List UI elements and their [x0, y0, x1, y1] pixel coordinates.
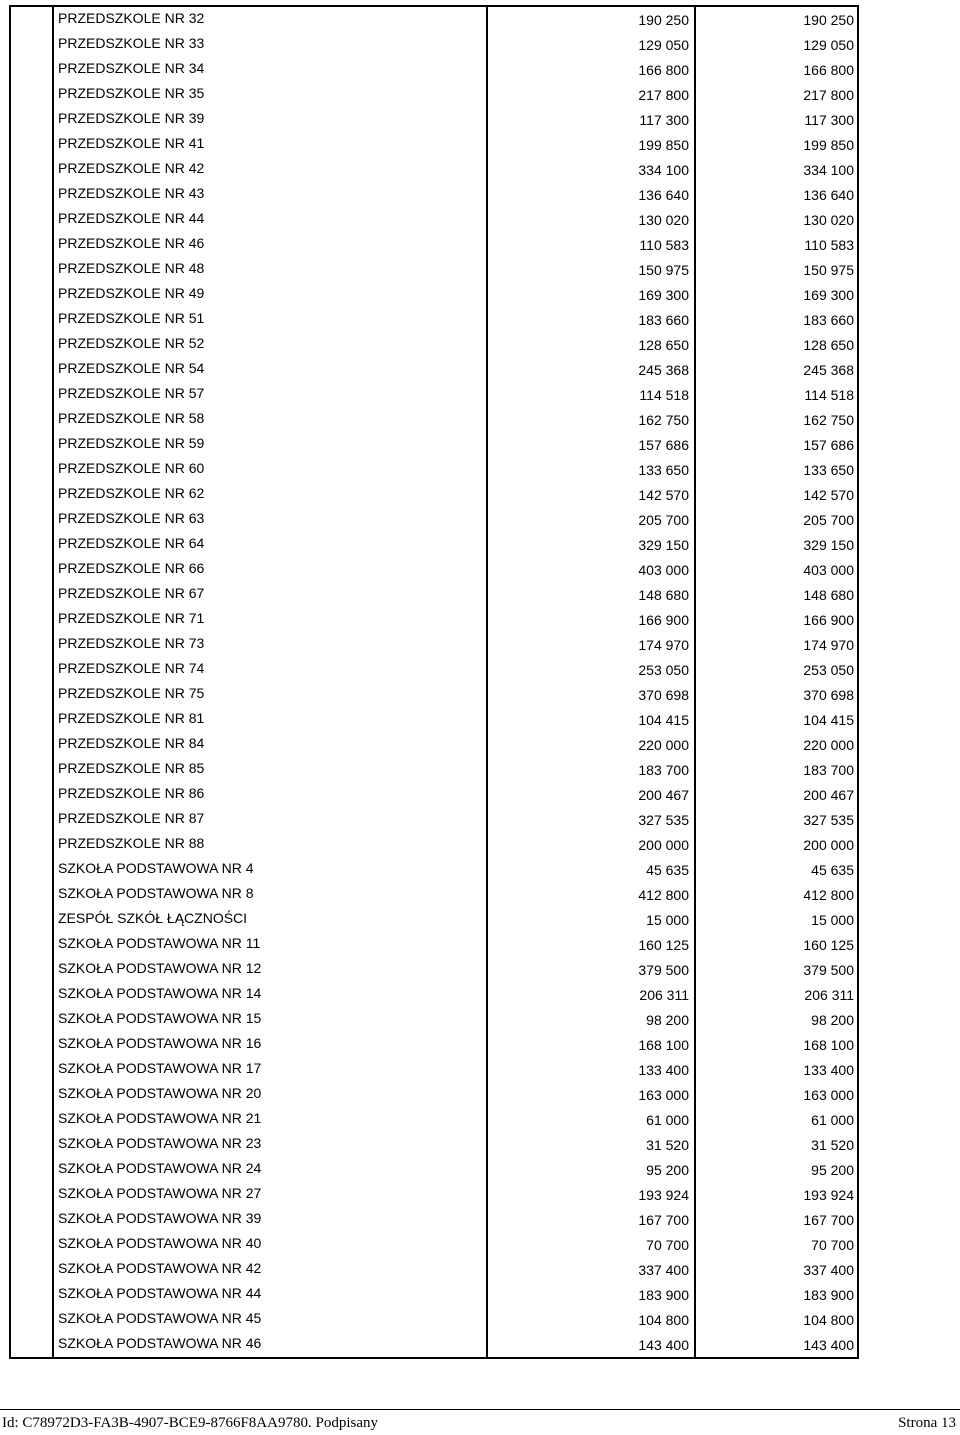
amount-after-change-cell: 205 700 [803, 512, 854, 528]
amount-cell: 379 500 [488, 957, 696, 982]
amount-after-change-cell: 199 850 [803, 137, 854, 153]
amount-cell: 200 000 [488, 832, 696, 857]
amount-cell: 104 415 [488, 707, 696, 732]
amount-cell: 130 020 [488, 207, 696, 232]
empty-index-cell [11, 632, 54, 657]
amount-cell: 370 698 [488, 682, 696, 707]
amount-cell: 220 000 [488, 732, 696, 757]
amount-after-change-cell: 133 400 [803, 1062, 854, 1078]
unit-name-cell: SZKOŁA PODSTAWOWA NR 11 [54, 932, 488, 957]
amount-cell: 133 650 [488, 457, 696, 482]
amount-after-change-cell: 128 650 [803, 337, 854, 353]
amount-cell: 157 686 [488, 432, 696, 457]
empty-index-cell [11, 157, 54, 182]
amount-cell: 253 050 [488, 657, 696, 682]
amount-cell: 183 660 [488, 307, 696, 332]
amount-after-change-cell: 337 400 [803, 1262, 854, 1278]
empty-index-cell [11, 1307, 54, 1332]
amount-after-change-cell: 15 000 [811, 912, 854, 928]
table-row [11, 457, 857, 482]
amount-after-change-cell: 412 800 [803, 887, 854, 903]
empty-index-cell [11, 107, 54, 132]
amount-cell: 174 970 [488, 632, 696, 657]
amount-after-change-cell: 168 100 [803, 1037, 854, 1053]
empty-index-cell [11, 482, 54, 507]
table-row [11, 932, 857, 957]
table-row [11, 1282, 857, 1307]
unit-name-cell: SZKOŁA PODSTAWOWA NR 40 [54, 1232, 488, 1257]
amount-cell: 95 200 [488, 1157, 696, 1182]
amount-cell: 31 520 [488, 1132, 696, 1157]
amount-after-change-cell: 166 800 [803, 62, 854, 78]
empty-index-cell [11, 757, 54, 782]
unit-name-cell: PRZEDSZKOLE NR 63 [54, 507, 488, 532]
table-row [11, 1207, 857, 1232]
amount-cell: 168 100 [488, 1032, 696, 1057]
amount-cell: 98 200 [488, 1007, 696, 1032]
unit-name-cell: PRZEDSZKOLE NR 41 [54, 132, 488, 157]
unit-name-cell: PRZEDSZKOLE NR 43 [54, 182, 488, 207]
empty-index-cell [11, 82, 54, 107]
empty-index-cell [11, 1132, 54, 1157]
empty-index-cell [11, 257, 54, 282]
amount-after-change-cell: 148 680 [803, 587, 854, 603]
unit-name-cell: PRZEDSZKOLE NR 67 [54, 582, 488, 607]
empty-index-cell [11, 857, 54, 882]
table-row [11, 157, 857, 182]
footer-page-number: Strona 13 [898, 1415, 956, 1431]
table-row [11, 1332, 857, 1357]
table-row [11, 832, 857, 857]
amount-after-change-cell: 104 800 [803, 1312, 854, 1328]
amount-cell: 193 924 [488, 1182, 696, 1207]
unit-name-cell: PRZEDSZKOLE NR 51 [54, 307, 488, 332]
table-row [11, 1132, 857, 1157]
unit-name-cell: PRZEDSZKOLE NR 34 [54, 57, 488, 82]
table-row [11, 482, 857, 507]
empty-index-cell [11, 1232, 54, 1257]
table-row [11, 532, 857, 557]
amount-cell: 166 800 [488, 57, 696, 82]
amount-after-change-cell: 136 640 [803, 187, 854, 203]
unit-name-cell: PRZEDSZKOLE NR 49 [54, 282, 488, 307]
amount-after-change-cell: 129 050 [803, 37, 854, 53]
table-row [11, 982, 857, 1007]
amount-after-change-cell: 245 368 [803, 362, 854, 378]
table-row [11, 582, 857, 607]
table-row [11, 307, 857, 332]
amount-after-change-cell: 130 020 [803, 212, 854, 228]
empty-index-cell [11, 232, 54, 257]
empty-index-cell [11, 707, 54, 732]
empty-index-cell [11, 932, 54, 957]
unit-name-cell: SZKOŁA PODSTAWOWA NR 27 [54, 1182, 488, 1207]
table-row [11, 1057, 857, 1082]
empty-index-cell [11, 507, 54, 532]
unit-name-cell: PRZEDSZKOLE NR 62 [54, 482, 488, 507]
amount-cell: 133 400 [488, 1057, 696, 1082]
table-row [11, 107, 857, 132]
empty-index-cell [11, 1332, 54, 1357]
amount-cell: 160 125 [488, 932, 696, 957]
amount-cell: 412 800 [488, 882, 696, 907]
empty-index-cell [11, 307, 54, 332]
table-row [11, 1307, 857, 1332]
amount-after-change-cell: 31 520 [811, 1137, 854, 1153]
unit-name-cell: PRZEDSZKOLE NR 46 [54, 232, 488, 257]
unit-name-cell: SZKOŁA PODSTAWOWA NR 21 [54, 1107, 488, 1132]
amount-cell: 142 570 [488, 482, 696, 507]
unit-name-cell: PRZEDSZKOLE NR 32 [54, 7, 488, 32]
amount-cell: 143 400 [488, 1332, 696, 1357]
empty-index-cell [11, 807, 54, 832]
unit-name-cell: PRZEDSZKOLE NR 33 [54, 32, 488, 57]
unit-name-cell: SZKOŁA PODSTAWOWA NR 12 [54, 957, 488, 982]
amount-cell: 70 700 [488, 1232, 696, 1257]
unit-name-cell: SZKOŁA PODSTAWOWA NR 39 [54, 1207, 488, 1232]
table-row [11, 1082, 857, 1107]
amount-after-change-cell: 379 500 [803, 962, 854, 978]
unit-name-cell: PRZEDSZKOLE NR 48 [54, 257, 488, 282]
unit-name-cell: PRZEDSZKOLE NR 59 [54, 432, 488, 457]
amount-cell: 167 700 [488, 1207, 696, 1232]
unit-name-cell: PRZEDSZKOLE NR 74 [54, 657, 488, 682]
amount-cell: 45 635 [488, 857, 696, 882]
amount-cell: 327 535 [488, 807, 696, 832]
empty-index-cell [11, 57, 54, 82]
table-row [11, 1182, 857, 1207]
amount-after-change-cell: 98 200 [811, 1012, 854, 1028]
amount-after-change-cell: 220 000 [803, 737, 854, 753]
amount-cell: 337 400 [488, 1257, 696, 1282]
table-row [11, 882, 857, 907]
amount-after-change-cell: 370 698 [803, 687, 854, 703]
amount-after-change-cell: 45 635 [811, 862, 854, 878]
amount-after-change-cell: 183 700 [803, 762, 854, 778]
empty-index-cell [11, 882, 54, 907]
amount-after-change-cell: 403 000 [803, 562, 854, 578]
empty-index-cell [11, 657, 54, 682]
unit-name-cell: PRZEDSZKOLE NR 54 [54, 357, 488, 382]
table-row [11, 1107, 857, 1132]
table-row [11, 757, 857, 782]
empty-index-cell [11, 1257, 54, 1282]
amount-cell: 61 000 [488, 1107, 696, 1132]
unit-name-cell: PRZEDSZKOLE NR 85 [54, 757, 488, 782]
empty-index-cell [11, 382, 54, 407]
amount-after-change-cell: 114 518 [804, 387, 854, 403]
empty-index-cell [11, 1182, 54, 1207]
empty-index-cell [11, 1082, 54, 1107]
unit-name-cell: PRZEDSZKOLE NR 86 [54, 782, 488, 807]
empty-index-cell [11, 782, 54, 807]
amount-after-change-cell: 117 300 [804, 112, 854, 128]
table-row [11, 1032, 857, 1057]
unit-name-cell: PRZEDSZKOLE NR 87 [54, 807, 488, 832]
amount-after-change-cell: 162 750 [803, 412, 854, 428]
empty-index-cell [11, 607, 54, 632]
table-row [11, 207, 857, 232]
amount-after-change-cell: 167 700 [803, 1212, 854, 1228]
amount-after-change-cell: 200 000 [803, 837, 854, 853]
empty-index-cell [11, 407, 54, 432]
table-row [11, 557, 857, 582]
table-row [11, 282, 857, 307]
empty-index-cell [11, 1157, 54, 1182]
empty-index-cell [11, 907, 54, 932]
unit-name-cell: SZKOŁA PODSTAWOWA NR 44 [54, 1282, 488, 1307]
empty-index-cell [11, 207, 54, 232]
amount-cell: 334 100 [488, 157, 696, 182]
unit-name-cell: PRZEDSZKOLE NR 81 [54, 707, 488, 732]
table-row [11, 7, 857, 32]
empty-index-cell [11, 457, 54, 482]
empty-index-cell [11, 7, 54, 32]
amount-after-change-cell: 334 100 [803, 162, 854, 178]
empty-index-cell [11, 282, 54, 307]
empty-index-cell [11, 832, 54, 857]
table-row [11, 57, 857, 82]
unit-name-cell: PRZEDSZKOLE NR 39 [54, 107, 488, 132]
empty-index-cell [11, 1207, 54, 1232]
amount-after-change-cell: 174 970 [803, 637, 854, 653]
amount-after-change-cell: 169 300 [803, 287, 854, 303]
table-row [11, 907, 857, 932]
empty-index-cell [11, 182, 54, 207]
empty-index-cell [11, 432, 54, 457]
amount-cell: 166 900 [488, 607, 696, 632]
unit-name-cell: PRZEDSZKOLE NR 42 [54, 157, 488, 182]
table-row [11, 332, 857, 357]
amount-cell: 148 680 [488, 582, 696, 607]
footer-document-id: Id: C78972D3-FA3B-4907-BCE9-8766F8AA9780. Podpisany [2, 1415, 378, 1431]
table-row [11, 32, 857, 57]
table-row [11, 357, 857, 382]
amount-after-change-cell: 110 583 [804, 237, 854, 253]
unit-name-cell: PRZEDSZKOLE NR 60 [54, 457, 488, 482]
amount-after-change-cell: 163 000 [803, 1087, 854, 1103]
unit-name-cell: PRZEDSZKOLE NR 88 [54, 832, 488, 857]
unit-name-cell: PRZEDSZKOLE NR 35 [54, 82, 488, 107]
amount-after-change-cell: 193 924 [803, 1187, 854, 1203]
unit-name-cell: SZKOŁA PODSTAWOWA NR 8 [54, 882, 488, 907]
unit-name-cell: PRZEDSZKOLE NR 57 [54, 382, 488, 407]
empty-index-cell [11, 682, 54, 707]
amount-cell: 199 850 [488, 132, 696, 157]
table-row [11, 432, 857, 457]
unit-name-cell: SZKOŁA PODSTAWOWA NR 15 [54, 1007, 488, 1032]
amount-cell: 162 750 [488, 407, 696, 432]
unit-name-cell: PRZEDSZKOLE NR 73 [54, 632, 488, 657]
amount-cell: 150 975 [488, 257, 696, 282]
empty-index-cell [11, 557, 54, 582]
table-row [11, 707, 857, 732]
empty-index-cell [11, 332, 54, 357]
amount-after-change-cell: 95 200 [811, 1162, 854, 1178]
unit-name-cell: PRZEDSZKOLE NR 64 [54, 532, 488, 557]
table-row [11, 807, 857, 832]
unit-name-cell: SZKOŁA PODSTAWOWA NR 46 [54, 1332, 488, 1357]
empty-index-cell [11, 957, 54, 982]
table-row [11, 1157, 857, 1182]
table-row [11, 732, 857, 757]
table-row [11, 182, 857, 207]
amount-cell: 104 800 [488, 1307, 696, 1332]
table-row [11, 1232, 857, 1257]
unit-name-cell: SZKOŁA PODSTAWOWA NR 20 [54, 1082, 488, 1107]
amount-after-change-cell: 206 311 [804, 987, 854, 1003]
table-row [11, 82, 857, 107]
amount-cell: 329 150 [488, 532, 696, 557]
amount-cell: 217 800 [488, 82, 696, 107]
unit-name-cell: PRZEDSZKOLE NR 44 [54, 207, 488, 232]
unit-name-cell: SZKOŁA PODSTAWOWA NR 42 [54, 1257, 488, 1282]
table-row [11, 607, 857, 632]
table-row [11, 257, 857, 282]
empty-index-cell [11, 357, 54, 382]
unit-name-cell: PRZEDSZKOLE NR 71 [54, 607, 488, 632]
amount-cell: 15 000 [488, 907, 696, 932]
table-row [11, 507, 857, 532]
amount-cell: 205 700 [488, 507, 696, 532]
table-row [11, 857, 857, 882]
amount-cell: 163 000 [488, 1082, 696, 1107]
amount-after-change-cell: 253 050 [803, 662, 854, 678]
table-row [11, 407, 857, 432]
unit-name-cell: SZKOŁA PODSTAWOWA NR 17 [54, 1057, 488, 1082]
unit-name-cell: SZKOŁA PODSTAWOWA NR 16 [54, 1032, 488, 1057]
empty-index-cell [11, 982, 54, 1007]
table-row [11, 657, 857, 682]
unit-name-cell: SZKOŁA PODSTAWOWA NR 45 [54, 1307, 488, 1332]
amount-after-change-cell: 142 570 [803, 487, 854, 503]
amount-after-change-cell: 150 975 [803, 262, 854, 278]
amount-cell: 183 700 [488, 757, 696, 782]
empty-index-cell [11, 1282, 54, 1307]
table-row [11, 1007, 857, 1032]
amount-cell: 128 650 [488, 332, 696, 357]
unit-name-cell: SZKOŁA PODSTAWOWA NR 4 [54, 857, 488, 882]
empty-index-cell [11, 582, 54, 607]
amount-after-change-cell: 183 660 [803, 312, 854, 328]
amount-after-change-cell: 157 686 [803, 437, 854, 453]
footer-divider [0, 1409, 960, 1410]
budget-table [9, 5, 859, 1359]
table-row [11, 1257, 857, 1282]
empty-index-cell [11, 532, 54, 557]
table-row [11, 682, 857, 707]
amount-cell: 129 050 [488, 32, 696, 57]
empty-index-cell [11, 1007, 54, 1032]
empty-index-cell [11, 132, 54, 157]
amount-cell: 206 311 [488, 982, 696, 1007]
amount-cell: 117 300 [488, 107, 696, 132]
amount-cell: 200 467 [488, 782, 696, 807]
amount-after-change-cell: 200 467 [803, 787, 854, 803]
amount-after-change-cell: 190 250 [803, 12, 854, 28]
table-row [11, 132, 857, 157]
unit-name-cell: ZESPÓŁ SZKÓŁ ŁĄCZNOŚCI [54, 907, 488, 932]
unit-name-cell: SZKOŁA PODSTAWOWA NR 24 [54, 1157, 488, 1182]
amount-cell: 403 000 [488, 557, 696, 582]
amount-after-change-cell: 143 400 [803, 1337, 854, 1353]
unit-name-cell: PRZEDSZKOLE NR 66 [54, 557, 488, 582]
amount-after-change-cell: 160 125 [803, 937, 854, 953]
amount-after-change-cell: 61 000 [811, 1112, 854, 1128]
unit-name-cell: PRZEDSZKOLE NR 58 [54, 407, 488, 432]
amount-after-change-cell: 133 650 [803, 462, 854, 478]
table-row [11, 782, 857, 807]
unit-name-cell: SZKOŁA PODSTAWOWA NR 14 [54, 982, 488, 1007]
empty-index-cell [11, 732, 54, 757]
amount-cell: 183 900 [488, 1282, 696, 1307]
table-row [11, 957, 857, 982]
unit-name-cell: PRZEDSZKOLE NR 75 [54, 682, 488, 707]
amount-after-change-cell: 104 415 [803, 712, 854, 728]
empty-index-cell [11, 1107, 54, 1132]
amount-after-change-cell: 329 150 [803, 537, 854, 553]
unit-name-cell: SZKOŁA PODSTAWOWA NR 23 [54, 1132, 488, 1157]
table-row [11, 232, 857, 257]
amount-after-change-cell: 183 900 [803, 1287, 854, 1303]
empty-index-cell [11, 1032, 54, 1057]
unit-name-cell: PRZEDSZKOLE NR 84 [54, 732, 488, 757]
amount-after-change-cell: 166 900 [803, 612, 854, 628]
amount-cell: 114 518 [488, 382, 696, 407]
amount-cell: 136 640 [488, 182, 696, 207]
empty-index-cell [11, 1057, 54, 1082]
amount-cell: 190 250 [488, 7, 696, 32]
amount-after-change-cell: 327 535 [803, 812, 854, 828]
table-row [11, 632, 857, 657]
amount-after-change-cell: 217 800 [803, 87, 854, 103]
amount-cell: 169 300 [488, 282, 696, 307]
empty-index-cell [11, 32, 54, 57]
amount-after-change-cell: 70 700 [811, 1237, 854, 1253]
amount-cell: 245 368 [488, 357, 696, 382]
table-row [11, 382, 857, 407]
unit-name-cell: PRZEDSZKOLE NR 52 [54, 332, 488, 357]
amount-cell: 110 583 [488, 232, 696, 257]
